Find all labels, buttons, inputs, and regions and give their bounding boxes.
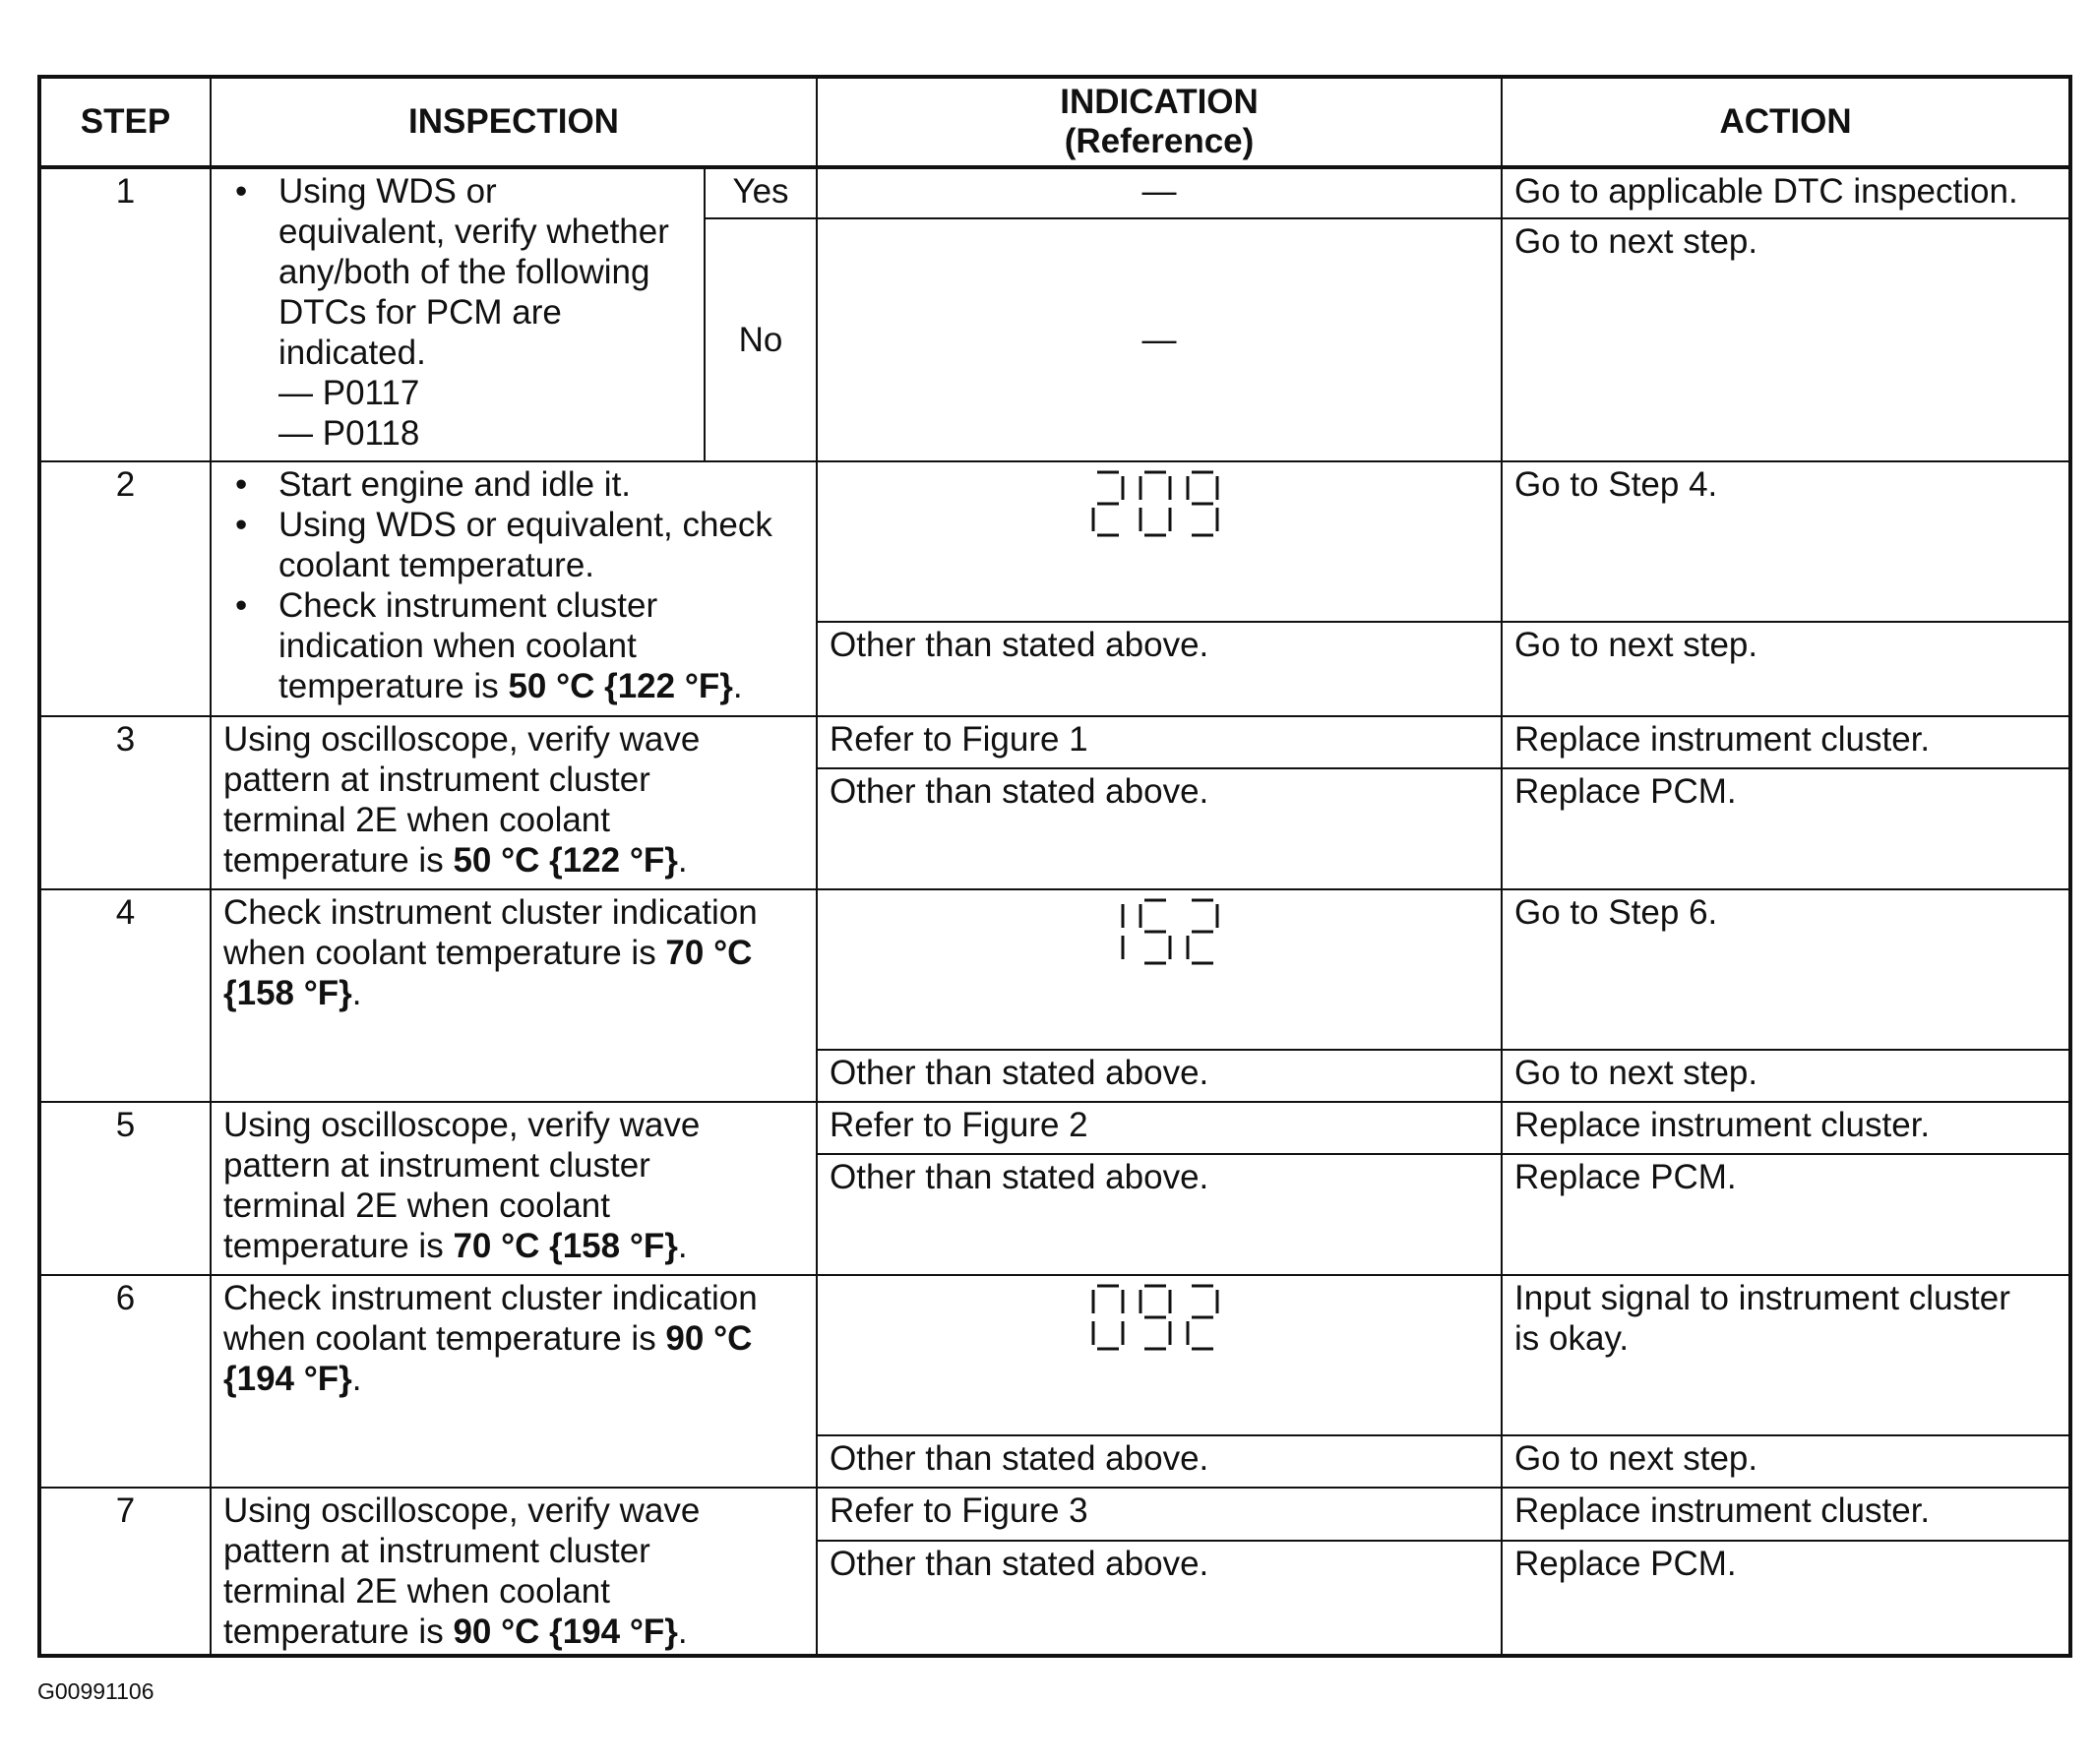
step-3-temp-value: 50 °C {122 °F} bbox=[453, 841, 678, 880]
step-7-row-1 bbox=[39, 1488, 2070, 1541]
step-1-yes-label: Yes bbox=[705, 167, 817, 218]
step-4-inspection bbox=[211, 889, 817, 1102]
step-6-line-3 bbox=[223, 1359, 804, 1399]
step-2-bullet-3 bbox=[223, 585, 804, 706]
step-4-line-3 bbox=[223, 973, 804, 1013]
step-6-temp-fahrenheit: {194 °F} bbox=[223, 1360, 352, 1398]
step-1-line-1: • Using WDS or bbox=[278, 172, 497, 211]
step-6-segment-display bbox=[1085, 1278, 1233, 1357]
step-2-bullet-1-text: Start engine and idle it. bbox=[278, 465, 632, 504]
step-7-indication-figure: Refer to Figure 3 bbox=[817, 1488, 1502, 1541]
header-indication bbox=[817, 77, 1502, 167]
step-4-action-2: Go to next step. bbox=[1502, 1050, 2070, 1102]
step-2-temp-prefix: temperature is bbox=[278, 667, 509, 705]
step-1-no-label: No bbox=[705, 218, 817, 461]
step-5-number: 5 bbox=[39, 1102, 211, 1275]
segment-digit bbox=[1140, 900, 1170, 963]
step-2-bullet-2-line-1: • Using WDS or equivalent, check bbox=[278, 506, 772, 544]
step-5-inspection bbox=[211, 1102, 817, 1275]
segment-digit bbox=[1188, 1286, 1217, 1349]
step-2-bullet-1 bbox=[223, 464, 804, 505]
segment-digit bbox=[1093, 472, 1123, 535]
segment-digit bbox=[1188, 900, 1217, 963]
segment-digit bbox=[1140, 1286, 1170, 1349]
step-4-row-1 bbox=[39, 889, 2070, 1050]
step-2-inspection bbox=[211, 461, 817, 716]
step-4-temp-celsius: 70 °C bbox=[665, 934, 753, 972]
step-7-inspection bbox=[211, 1488, 817, 1656]
step-4-segment-display bbox=[1085, 892, 1233, 971]
step-3-indication-other: Other than stated above. bbox=[817, 768, 1502, 889]
step-5-row-1 bbox=[39, 1102, 2070, 1154]
step-6-action-1-line-2: is okay. bbox=[1514, 1319, 1630, 1358]
step-3-line-2: pattern at instrument cluster bbox=[223, 760, 650, 799]
step-6-indication-display bbox=[817, 1275, 1502, 1435]
step-7-line-1: Using oscilloscope, verify wave bbox=[223, 1491, 701, 1530]
step-1-inspection bbox=[211, 167, 705, 461]
step-3-number: 3 bbox=[39, 716, 211, 889]
step-4-line-2 bbox=[223, 933, 804, 973]
segment-digit bbox=[1093, 1286, 1123, 1349]
step-1-bullet bbox=[223, 171, 692, 454]
step-6-action-1 bbox=[1502, 1275, 2070, 1435]
step-7-action-2: Replace PCM. bbox=[1502, 1541, 2070, 1656]
step-3-temp-prefix: temperature is bbox=[223, 841, 454, 880]
diagnostic-table bbox=[37, 75, 2072, 1658]
step-2-bullet-2-line-2: coolant temperature. bbox=[278, 546, 595, 584]
step-5-indication-figure: Refer to Figure 2 bbox=[817, 1102, 1502, 1154]
step-2-indication-display bbox=[817, 461, 1502, 622]
step-2-bullet-3-line-2: indication when coolant bbox=[278, 627, 637, 665]
step-2-bullet-3-line-1: • Check instrument cluster bbox=[278, 586, 658, 625]
header-row bbox=[39, 77, 2070, 167]
figure-code: G00991106 bbox=[37, 1678, 154, 1704]
step-4-temp-suffix: . bbox=[351, 974, 362, 1012]
step-7-temp-value: 90 °C {194 °F} bbox=[453, 1612, 678, 1651]
step-4-line-2-text: when coolant temperature is bbox=[223, 934, 666, 972]
step-2-temp-suffix: . bbox=[732, 667, 743, 705]
step-2-indication-other: Other than stated above. bbox=[817, 622, 1502, 716]
step-1-line-2: equivalent, verify whether bbox=[278, 213, 669, 251]
step-7-indication-other: Other than stated above. bbox=[817, 1541, 1502, 1656]
step-3-inspection bbox=[211, 716, 817, 889]
step-6-line-1: Check instrument cluster indication bbox=[223, 1279, 758, 1317]
step-6-temp-suffix: . bbox=[351, 1360, 362, 1398]
step-3-indication-figure: Refer to Figure 1 bbox=[817, 716, 1502, 768]
step-6-inspection bbox=[211, 1275, 817, 1488]
header-inspection: INSPECTION bbox=[211, 77, 817, 167]
header-indication-title: INDICATION bbox=[1060, 83, 1259, 121]
step-4-number: 4 bbox=[39, 889, 211, 1102]
step-7-number: 7 bbox=[39, 1488, 211, 1656]
step-6-row-1 bbox=[39, 1275, 2070, 1435]
step-1-code-1: — P0117 bbox=[278, 374, 420, 412]
step-2-temp-value: 50 °C {122 °F} bbox=[508, 667, 733, 705]
step-3-action-2: Replace PCM. bbox=[1502, 768, 2070, 889]
step-1-line-5: indicated. bbox=[278, 334, 426, 372]
step-2-bullet-3-line-3 bbox=[278, 666, 804, 706]
step-7-temp-prefix: temperature is bbox=[223, 1612, 454, 1651]
step-6-number: 6 bbox=[39, 1275, 211, 1488]
step-5-temp-suffix: . bbox=[677, 1227, 688, 1265]
step-1-number: 1 bbox=[39, 167, 211, 461]
segment-digit bbox=[1140, 472, 1170, 535]
diagnostic-table-frame bbox=[37, 75, 2068, 1653]
step-4-action-1: Go to Step 6. bbox=[1502, 889, 2070, 1050]
step-1-action-no: Go to next step. bbox=[1502, 218, 2070, 461]
step-4-temp-fahrenheit: {158 °F} bbox=[223, 974, 352, 1012]
step-3-line-3: terminal 2E when coolant bbox=[223, 801, 610, 839]
step-1-indication-no: — bbox=[817, 218, 1502, 461]
step-3-row-1 bbox=[39, 716, 2070, 768]
step-2-segment-display bbox=[1085, 464, 1233, 543]
step-2-row-1 bbox=[39, 461, 2070, 622]
step-3-temp-suffix: . bbox=[677, 841, 688, 880]
step-6-action-1-line-1: Input signal to instrument cluster bbox=[1514, 1279, 2010, 1317]
step-6-line-2 bbox=[223, 1318, 804, 1359]
step-5-indication-other: Other than stated above. bbox=[817, 1154, 1502, 1275]
step-7-line-2: pattern at instrument cluster bbox=[223, 1532, 650, 1570]
step-6-action-2: Go to next step. bbox=[1502, 1435, 2070, 1488]
step-6-indication-other: Other than stated above. bbox=[817, 1435, 1502, 1488]
header-indication-reference: (Reference) bbox=[1064, 122, 1255, 160]
step-4-indication-display bbox=[817, 889, 1502, 1050]
step-2-number: 2 bbox=[39, 461, 211, 716]
header-action: ACTION bbox=[1502, 77, 2070, 167]
header-step: STEP bbox=[39, 77, 211, 167]
step-4-indication-other: Other than stated above. bbox=[817, 1050, 1502, 1102]
step-1-line-4: DTCs for PCM are bbox=[278, 293, 562, 332]
step-2-action-1: Go to Step 4. bbox=[1502, 461, 2070, 622]
step-5-action-1: Replace instrument cluster. bbox=[1502, 1102, 2070, 1154]
step-5-line-3: terminal 2E when coolant bbox=[223, 1186, 610, 1225]
step-5-line-1: Using oscilloscope, verify wave bbox=[223, 1106, 701, 1144]
step-1-code-2: — P0118 bbox=[278, 414, 420, 453]
step-5-action-2: Replace PCM. bbox=[1502, 1154, 2070, 1275]
step-7-line-3: terminal 2E when coolant bbox=[223, 1572, 610, 1611]
step-5-line-2: pattern at instrument cluster bbox=[223, 1146, 650, 1185]
step-1-indication-yes: — bbox=[817, 167, 1502, 218]
step-7-line-4 bbox=[223, 1612, 804, 1652]
step-2-bullet-2 bbox=[223, 505, 804, 585]
step-7-temp-suffix: . bbox=[677, 1612, 688, 1651]
step-3-line-1: Using oscilloscope, verify wave bbox=[223, 720, 701, 759]
segment-digit bbox=[1188, 472, 1217, 535]
step-1-row-yes bbox=[39, 167, 2070, 218]
step-5-temp-value: 70 °C {158 °F} bbox=[453, 1227, 678, 1265]
step-1-line-3: any/both of the following bbox=[278, 253, 650, 291]
step-3-line-4 bbox=[223, 840, 804, 881]
step-1-action-yes: Go to applicable DTC inspection. bbox=[1502, 167, 2070, 218]
step-3-action-1: Replace instrument cluster. bbox=[1502, 716, 2070, 768]
step-6-line-2-text: when coolant temperature is bbox=[223, 1319, 666, 1358]
step-5-temp-prefix: temperature is bbox=[223, 1227, 454, 1265]
step-7-action-1: Replace instrument cluster. bbox=[1502, 1488, 2070, 1541]
step-6-temp-celsius: 90 °C bbox=[665, 1319, 753, 1358]
step-5-line-4 bbox=[223, 1226, 804, 1266]
step-2-action-2: Go to next step. bbox=[1502, 622, 2070, 716]
step-4-line-1: Check instrument cluster indication bbox=[223, 893, 758, 932]
